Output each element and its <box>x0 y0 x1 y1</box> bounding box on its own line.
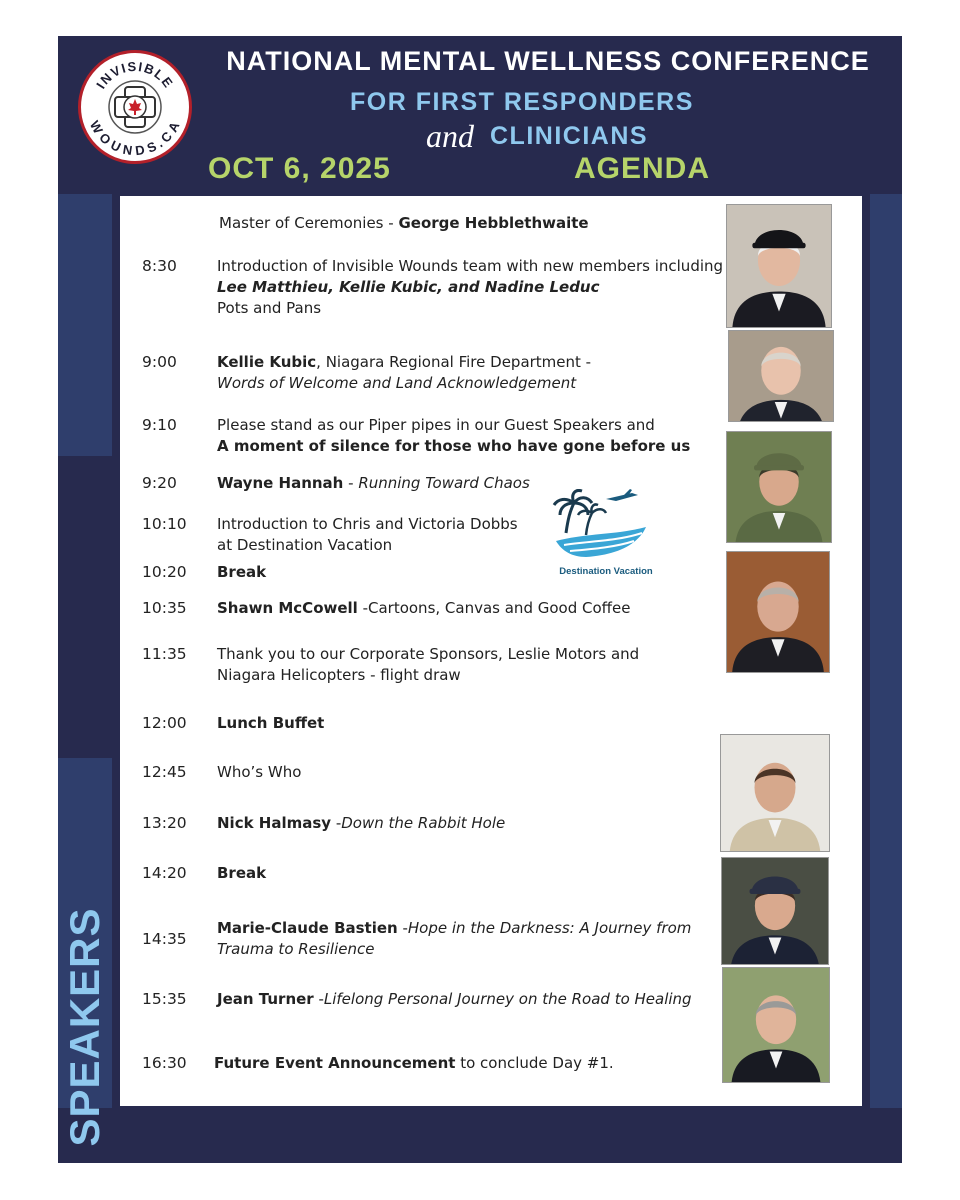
speaker-photo-kellie-kubic <box>728 330 834 422</box>
agenda-description <box>217 473 737 494</box>
agenda-text-part: Introduction to Chris and Victoria Dobbs <box>217 515 518 533</box>
agenda-text-part: to conclude Day #1. <box>455 1054 614 1072</box>
agenda-text-part: Break <box>217 563 267 581</box>
agenda-description <box>217 989 737 1010</box>
agenda-heading: AGENDA <box>574 152 711 185</box>
agenda-time: 10:20 <box>142 563 187 581</box>
agenda-text-part: Words of Welcome and Land Acknowledgement <box>217 374 577 392</box>
agenda-text-part: Lifelong Personal Journey on the Road to Healing <box>323 990 692 1008</box>
logo-bottom-text: WOUNDS.CA <box>86 118 184 159</box>
agenda-text-part: - <box>331 814 342 832</box>
agenda-text-part: Down the Rabbit Hole <box>341 814 506 832</box>
agenda-text-part: Please stand as our Piper pipes in our Guest Speakers and <box>217 416 655 434</box>
agenda-text-part: Thank you to our Corporate Sponsors, Leslie Motors and <box>217 645 640 663</box>
header <box>58 36 902 196</box>
agenda-text-part: Lee Matthieu, Kellie Kubic, and Nadine Leduc <box>217 278 600 296</box>
agenda-description <box>217 514 737 556</box>
agenda-text-part: , Niagara Regional Fire Department - <box>316 353 592 371</box>
speaker-photo-george-hebblethwaite <box>726 204 832 328</box>
agenda-text-part: Trauma to Resilience <box>217 940 375 958</box>
agenda-description <box>214 1053 734 1074</box>
agenda-text-part: Who’s Who <box>217 763 302 781</box>
agenda-description <box>217 415 737 457</box>
speaker-photo-wayne-hannah <box>726 431 832 543</box>
speaker-photo-nick-halmasy <box>720 734 830 852</box>
event-date: OCT 6, 2025 <box>208 152 391 185</box>
agenda-time: 12:45 <box>142 763 187 781</box>
agenda-text-part: Lunch Buffet <box>217 714 325 732</box>
conference-title: NATIONAL MENTAL WELLNESS CONFERENCE <box>226 46 870 76</box>
agenda-text-part: Hope in the Darkness: A Journey from <box>407 919 692 937</box>
subtitle-first-responders: FOR FIRST RESPONDERS <box>350 88 694 116</box>
speakers-band <box>58 456 112 1147</box>
subtitle-clinicians: CLINICIANS <box>490 122 649 150</box>
agenda-text-part: Niagara Helicopters - flight draw <box>217 666 461 684</box>
destination-vacation-text: Destination Vacation <box>559 566 653 577</box>
agenda-time: 9:20 <box>142 474 177 492</box>
agenda-text-part: Master of Ceremonies - <box>219 214 399 232</box>
agenda-description <box>217 918 737 960</box>
agenda-text-part: Running Toward Chaos <box>358 474 530 492</box>
agenda-panel <box>120 196 862 1106</box>
agenda-text-part: Kellie Kubic <box>217 353 317 371</box>
portrait-icon <box>721 735 829 851</box>
agenda-description <box>217 256 737 319</box>
agenda-text-part: Pots and Pans <box>217 299 322 317</box>
subtitle-and: and <box>426 118 474 154</box>
agenda-time: 8:30 <box>142 257 177 275</box>
logo-top-text: INVISIBLE <box>93 58 177 92</box>
agenda-text-part: A moment of silence for those who have gone before us <box>217 437 691 455</box>
agenda-text-part: Shawn McCowell <box>217 599 358 617</box>
speaker-photo-jean-turner <box>722 967 830 1083</box>
agenda-text-part: George Hebblethwaite <box>398 214 589 232</box>
portrait-icon <box>727 432 831 542</box>
agenda-description <box>217 352 737 394</box>
agenda-time: 12:00 <box>142 714 187 732</box>
agenda-time: 14:35 <box>142 930 187 948</box>
agenda-text-part: Jean Turner <box>217 990 314 1008</box>
agenda-time: 10:35 <box>142 599 187 617</box>
agenda-text-part: - <box>397 919 408 937</box>
agenda-text-part: Future Event Announcement <box>214 1054 456 1072</box>
agenda-time: 13:20 <box>142 814 187 832</box>
speakers-label: SPEAKERS <box>61 907 108 1147</box>
agenda-text-part: Introduction of Invisible Wounds team with new members including <box>217 257 724 275</box>
speaker-photo-shawn-mccowell <box>726 551 830 673</box>
agenda-time: 15:35 <box>142 990 187 1008</box>
agenda-description <box>217 644 737 686</box>
agenda-description <box>217 713 737 734</box>
portrait-icon <box>727 552 829 672</box>
portrait-icon <box>727 205 831 327</box>
agenda-time: 11:35 <box>142 645 187 663</box>
invisible-wounds-logo <box>78 50 192 164</box>
agenda-time: 9:10 <box>142 416 177 434</box>
conference-poster <box>58 36 902 1163</box>
agenda-description <box>217 562 737 583</box>
right-side-bar <box>870 194 902 1108</box>
portrait-icon <box>723 968 829 1082</box>
agenda-text-part: Break <box>217 864 267 882</box>
agenda-text-part: - <box>343 474 359 492</box>
agenda-text-part: at Destination Vacation <box>217 536 393 554</box>
agenda-description <box>217 762 737 783</box>
agenda-description <box>217 863 737 884</box>
agenda-description <box>217 813 737 834</box>
agenda-text-part: Wayne Hannah <box>217 474 344 492</box>
portrait-icon <box>722 858 828 964</box>
agenda-time: 14:20 <box>142 864 187 882</box>
speaker-photo-marie-claude-bastien <box>721 857 829 965</box>
agenda-time: 10:10 <box>142 515 187 533</box>
agenda-time: 9:00 <box>142 353 177 371</box>
agenda-text-part: Nick Halmasy <box>217 814 332 832</box>
agenda-text-part: -Cartoons, Canvas and Good Coffee <box>357 599 631 617</box>
agenda-description <box>219 213 739 234</box>
agenda-description <box>217 598 737 619</box>
agenda-text-part: Marie-Claude Bastien <box>217 919 398 937</box>
agenda-text-part: - <box>313 990 324 1008</box>
agenda-time: 16:30 <box>142 1054 187 1072</box>
portrait-icon <box>729 331 833 421</box>
logo-emblem <box>81 53 189 161</box>
